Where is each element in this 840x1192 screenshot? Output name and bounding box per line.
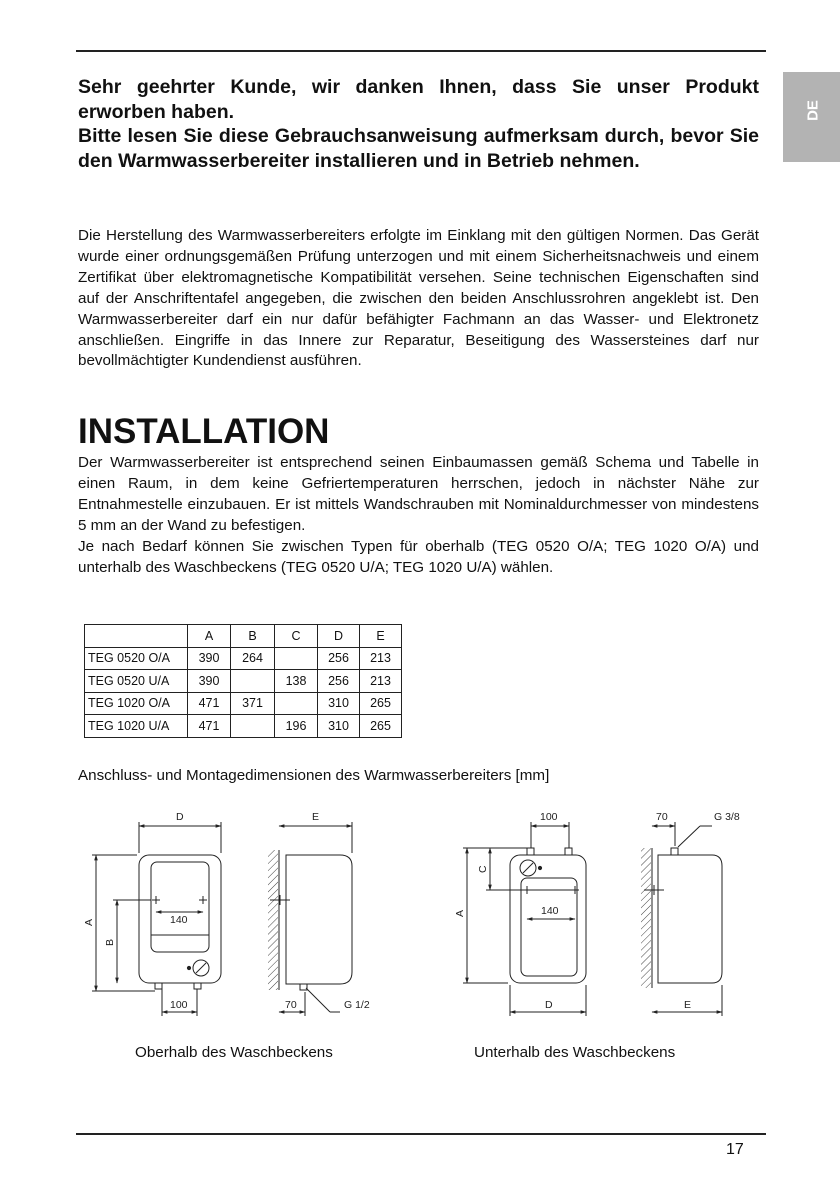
installation-heading: INSTALLATION — [78, 412, 330, 451]
table-cell — [231, 715, 275, 738]
table-cell: 390 — [188, 670, 231, 693]
table-cell — [231, 670, 275, 693]
intro-thanks: Sehr geehrter Kunde, wir danken Ihnen, dass Sie unser Produkt erworben haben. — [78, 76, 759, 123]
table-cell: TEG 0520 U/A — [85, 670, 188, 693]
language-tab-label: DE — [804, 100, 822, 121]
table-cell: 310 — [318, 692, 360, 715]
above-front-view — [92, 822, 221, 1016]
table-header: C — [275, 625, 318, 648]
language-tab — [783, 72, 840, 162]
installation-paragraph-2: Je nach Bedarf können Sie zwischen Typen für oberhalb (TEG 0520 O/A; TEG 1020 O/A) und unterhalb des Waschbeckens (TEG 0520 U/A; TEG 1020 U/A) wählen. — [78, 537, 759, 576]
label-100-above: 100 — [170, 999, 188, 1011]
label-g38: G 3/8 — [714, 811, 740, 823]
table-cell: TEG 1020 U/A — [85, 715, 188, 738]
table-cell: 390 — [188, 647, 231, 670]
label-E-below: E — [684, 999, 692, 1011]
table-header: D — [318, 625, 360, 648]
installation-paragraph-1: Der Warmwasserbereiter ist entsprechend seinen Einbaumassen gemäß Schema und Tabelle in einen Raum, in dem keine Gefriertemperaturen herrschen, jedoch in nächster Nähe zur Entnahmestelle einzubauen. Er ist mittels Wandschrauben mit Nominaldurchmesser von mindestens 5 mm an der Wand zu befestigen. — [78, 454, 759, 534]
table-row — [85, 715, 402, 738]
dimensions-table — [84, 624, 402, 738]
below-side-view — [641, 822, 722, 1016]
caption-below-basin: Unterhalb des Waschbeckens — [474, 1044, 676, 1061]
table-cell: 265 — [360, 692, 402, 715]
label-D-above: D — [176, 811, 184, 823]
table-header: A — [188, 625, 231, 648]
above-side-view — [268, 822, 352, 1016]
table-cell: 371 — [231, 692, 275, 715]
table-cell: TEG 1020 O/A — [85, 692, 188, 715]
label-A-above: A — [83, 918, 95, 926]
table-cell: 310 — [318, 715, 360, 738]
table-row — [85, 692, 402, 715]
table-cell: 196 — [275, 715, 318, 738]
table-cell: 213 — [360, 647, 402, 670]
table-header: E — [360, 625, 402, 648]
intro-paragraph: Die Herstellung des Warmwasserbereiters erfolgte im Einklang mit den gültigen Normen. Das Gerät wurde einer ordnungsgemäßen Prüfung unterzogen und mit einem Sicherheitsnachweis und einem Zertifikat über elektromagnetische Kompatibilität versehen. Seine technischen Eigenschaften sind auf der Anschriftentafel angegeben, die zwischen den beiden Anschlussrohren angeklebt ist. Den Warmwasserbereiter darf ein nur dafür befähigter Fachmann an das Wasser- und Elektronetz anschließen. Eingriffe in das Innere zur Reparatur, Beseitigung des Wassersteines darf nur bevollmächtigter Kundendienst ausführen. — [78, 227, 759, 370]
table-cell: TEG 0520 O/A — [85, 647, 188, 670]
label-140-above: 140 — [170, 914, 188, 926]
below-front-view — [463, 822, 586, 1016]
label-g12: G 1/2 — [344, 999, 370, 1011]
table-cell: 138 — [275, 670, 318, 693]
installation-text — [78, 453, 759, 578]
table-cell: 471 — [188, 692, 231, 715]
caption-above-basin: Oberhalb des Waschbeckens — [135, 1044, 333, 1061]
label-A-below: A — [454, 909, 466, 917]
table-row — [85, 670, 402, 693]
top-rule — [76, 50, 766, 52]
bottom-rule — [76, 1133, 766, 1135]
diagram-caption: Anschluss- und Montagedimensionen des Warmwasserbereiters [mm] — [78, 767, 550, 784]
label-E-above: E — [312, 811, 320, 823]
label-D-below: D — [545, 999, 553, 1011]
table-cell: 256 — [318, 647, 360, 670]
table-cell: 264 — [231, 647, 275, 670]
table-header — [85, 625, 188, 648]
label-C-below: C — [477, 865, 489, 873]
label-B-above: B — [104, 938, 116, 946]
table-cell: 213 — [360, 670, 402, 693]
installation-diagrams — [0, 800, 840, 1040]
table-row — [85, 647, 402, 670]
intro-bold-text — [78, 75, 759, 173]
table-cell — [275, 692, 318, 715]
label-100-below: 100 — [540, 811, 558, 823]
label-70-below: 70 — [656, 811, 668, 823]
label-140-below: 140 — [541, 905, 559, 917]
table-cell: 265 — [360, 715, 402, 738]
table-cell — [275, 647, 318, 670]
table-header: B — [231, 625, 275, 648]
table-cell: 471 — [188, 715, 231, 738]
page-number: 17 — [726, 1141, 744, 1158]
intro-read-instructions: Bitte lesen Sie diese Gebrauchsanweisung aufmerksam durch, bevor Sie den Warmwasserbereiter installieren und in Betrieb nehmen. — [78, 125, 759, 172]
label-70-above: 70 — [285, 999, 297, 1011]
table-cell: 256 — [318, 670, 360, 693]
table-header-row — [85, 625, 402, 648]
